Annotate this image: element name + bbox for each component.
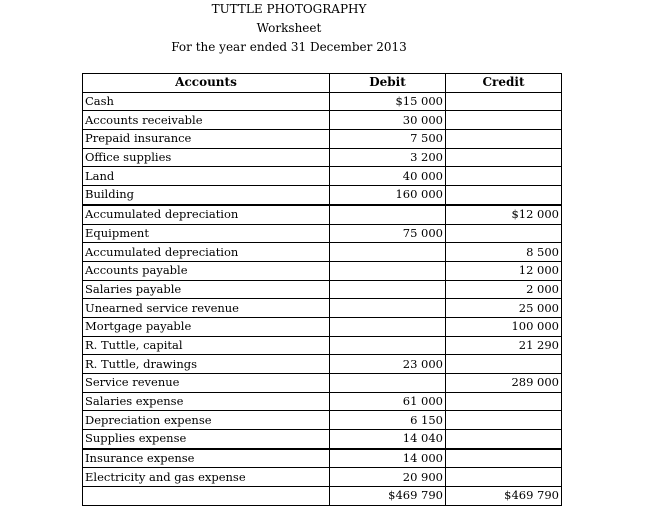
debit-cell bbox=[330, 261, 446, 280]
debit-cell: 3 200 bbox=[330, 148, 446, 167]
table-row bbox=[83, 317, 562, 336]
account-cell: R. Tuttle, capital bbox=[83, 336, 330, 355]
account-cell: Electricity and gas expense bbox=[83, 468, 330, 487]
column-header-credit: Credit bbox=[446, 74, 562, 93]
debit-cell bbox=[330, 299, 446, 318]
table-row bbox=[83, 392, 562, 411]
table-row bbox=[83, 186, 562, 205]
credit-cell bbox=[446, 355, 562, 374]
credit-cell bbox=[446, 392, 562, 411]
account-cell: Accumulated depreciation bbox=[83, 205, 330, 224]
account-cell: Cash bbox=[83, 92, 330, 111]
total-debit-cell: $469 790 bbox=[330, 487, 446, 506]
debit-cell bbox=[330, 336, 446, 355]
credit-cell: $12 000 bbox=[446, 205, 562, 224]
account-cell: Depreciation expense bbox=[83, 411, 330, 430]
credit-cell bbox=[446, 186, 562, 205]
table-row bbox=[83, 299, 562, 318]
totals-row bbox=[83, 487, 562, 506]
table-body bbox=[83, 92, 562, 505]
debit-cell: 61 000 bbox=[330, 392, 446, 411]
debit-cell: $15 000 bbox=[330, 92, 446, 111]
account-cell: Accumulated depreciation bbox=[83, 243, 330, 262]
document-title: Worksheet bbox=[256, 21, 322, 35]
account-cell: Supplies expense bbox=[83, 430, 330, 449]
total-account-cell bbox=[83, 487, 330, 506]
debit-cell bbox=[330, 374, 446, 393]
debit-cell: 7 500 bbox=[330, 130, 446, 149]
table-row bbox=[83, 130, 562, 149]
table-row bbox=[83, 430, 562, 449]
credit-cell: 12 000 bbox=[446, 261, 562, 280]
table-row bbox=[83, 411, 562, 430]
table-row bbox=[83, 261, 562, 280]
debit-cell bbox=[330, 280, 446, 299]
table-row bbox=[83, 336, 562, 355]
account-cell: Accounts payable bbox=[83, 261, 330, 280]
table-row bbox=[83, 205, 562, 224]
credit-cell: 289 000 bbox=[446, 374, 562, 393]
debit-cell: 23 000 bbox=[330, 355, 446, 374]
table-row bbox=[83, 243, 562, 262]
debit-cell bbox=[330, 205, 446, 224]
credit-cell: 21 290 bbox=[446, 336, 562, 355]
debit-cell: 30 000 bbox=[330, 111, 446, 130]
total-credit-cell: $469 790 bbox=[446, 487, 562, 506]
debit-cell: 40 000 bbox=[330, 167, 446, 186]
account-cell: Accounts receivable bbox=[83, 111, 330, 130]
debit-cell: 75 000 bbox=[330, 224, 446, 243]
credit-cell bbox=[446, 430, 562, 449]
table-row bbox=[83, 167, 562, 186]
worksheet-header bbox=[0, 0, 578, 56]
credit-cell bbox=[446, 92, 562, 111]
account-cell: Insurance expense bbox=[83, 449, 330, 468]
table-row bbox=[83, 468, 562, 487]
table-row bbox=[83, 148, 562, 167]
account-cell: Service revenue bbox=[83, 374, 330, 393]
debit-cell: 160 000 bbox=[330, 186, 446, 205]
debit-cell: 20 900 bbox=[330, 468, 446, 487]
credit-cell: 25 000 bbox=[446, 299, 562, 318]
table-row bbox=[83, 374, 562, 393]
debit-cell: 6 150 bbox=[330, 411, 446, 430]
credit-cell: 8 500 bbox=[446, 243, 562, 262]
credit-cell bbox=[446, 167, 562, 186]
debit-cell bbox=[330, 317, 446, 336]
credit-cell bbox=[446, 148, 562, 167]
table-row bbox=[83, 224, 562, 243]
column-header-debit: Debit bbox=[330, 74, 446, 93]
credit-cell bbox=[446, 411, 562, 430]
account-cell: Prepaid insurance bbox=[83, 130, 330, 149]
credit-cell: 2 000 bbox=[446, 280, 562, 299]
account-cell: Salaries payable bbox=[83, 280, 330, 299]
account-cell: Salaries expense bbox=[83, 392, 330, 411]
credit-cell bbox=[446, 224, 562, 243]
company-name: TUTTLE PHOTOGRAPHY bbox=[211, 2, 367, 16]
account-cell: Equipment bbox=[83, 224, 330, 243]
credit-cell bbox=[446, 468, 562, 487]
column-header-accounts: Accounts bbox=[83, 74, 330, 93]
credit-cell: 100 000 bbox=[446, 317, 562, 336]
account-cell: Land bbox=[83, 167, 330, 186]
table-row bbox=[83, 355, 562, 374]
worksheet-table bbox=[82, 73, 562, 506]
debit-cell: 14 000 bbox=[330, 449, 446, 468]
account-cell: Mortgage payable bbox=[83, 317, 330, 336]
credit-cell bbox=[446, 111, 562, 130]
table-row bbox=[83, 111, 562, 130]
period-line: For the year ended 31 December 2013 bbox=[171, 40, 407, 54]
table-row bbox=[83, 449, 562, 468]
table-row bbox=[83, 92, 562, 111]
credit-cell bbox=[446, 130, 562, 149]
account-cell: R. Tuttle, drawings bbox=[83, 355, 330, 374]
account-cell: Building bbox=[83, 186, 330, 205]
table-row bbox=[83, 280, 562, 299]
credit-cell bbox=[446, 449, 562, 468]
table-header-row bbox=[83, 74, 562, 93]
account-cell: Office supplies bbox=[83, 148, 330, 167]
debit-cell bbox=[330, 243, 446, 262]
account-cell: Unearned service revenue bbox=[83, 299, 330, 318]
debit-cell: 14 040 bbox=[330, 430, 446, 449]
